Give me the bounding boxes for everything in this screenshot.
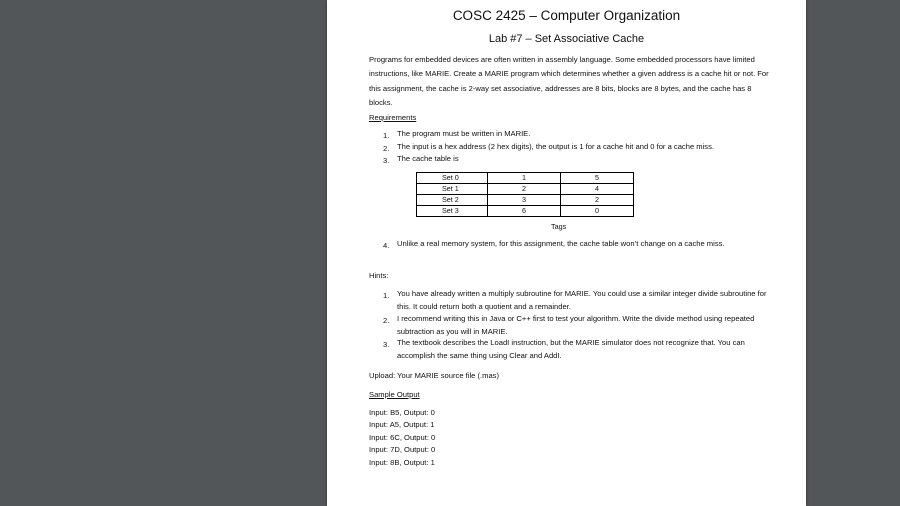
sample-line: Input: B5, Output: 0 [369,408,435,417]
tag-cell: 0 [561,206,634,217]
hints-heading: Hints: [369,271,389,280]
sample-line: Input: 8B, Output: 1 [369,458,435,467]
table-row [417,184,634,195]
intro-paragraph: Programs for embedded devices are often written in assembly language. Some embedded processors have limited instructions, like MARIE. Create a MARIE program which determines whether a given address is a cache hit or not. For this assignment, the cache is 2-way set associative, addresses are 8 bits, blocks are 8 bytes, and the cache has 8 blocks. [369,55,769,107]
tag-cell: 6 [488,206,561,217]
sample-line: Input: 6C, Output: 0 [369,433,436,442]
requirements-heading: Requirements [369,113,417,122]
tag-cell: 4 [561,184,634,195]
table-row [417,206,634,217]
set-label: Set 3 [417,206,488,217]
set-label: Set 0 [417,173,488,184]
document-subtitle: Lab #7 – Set Associative Cache [488,33,645,45]
document-page: COSC 2425 – Computer Organization Lab #7 – Set Associative Cache Programs for embedded devices are often written in assembly language. Some embedded processors have limited instructions, like MARIE. Create a MARIE program which determines whether a given address is a cache hit or not. For this assignment, the cache is 2-way set associative, addresses are 8 bits, blocks are 8 bytes, and the cache has 8 blocks. Requirements 1. The program must be written in MARIE. 2. The input is a hex address (2 hex digits), the output is 1 for a cache hit and 0 for a cache miss. 3. The cache table is Set 0 1 5 Set 1 2 4 Set 2 3 2 Set 3 6 0 Tags 4. Unlike a real memory system, for this assignment, the cache table won’t change on a cache miss. Hints: 1. You have already written a multiply subroutine for MARIE. You could use a similar integer divide subroutine for this. It could return both a quotient and a remainder. 2. I recommend writing this in Java or C++ first to test your algorithm. Write the divide method using repeated subtraction as you will in MARIE. 3. The textbook describes the LoadI instruction, but the MARIE simulator does not recognize that. You can accomplish the same thing using Clear and AddI. Upload: Your MARIE source file (.mas) Sample Output Input: B5, Output: 0 Input: A5, Output: 1 Input: 6C, Output: 0 Input: 7D, Output: 0 Input: 8B, Output: 1 [327,0,806,506]
sample-line: Input: 7D, Output: 0 [369,445,436,454]
cache-table [416,172,634,217]
table-row [417,195,634,206]
table-row [417,173,634,184]
upload-instruction: Upload: Your MARIE source file (.mas) [369,371,499,380]
tag-cell: 1 [488,173,561,184]
sample-output-heading: Sample Output [369,390,420,399]
tag-cell: 2 [561,195,634,206]
set-label: Set 1 [417,184,488,195]
tag-cell: 2 [488,184,561,195]
set-label: Set 2 [417,195,488,206]
tag-cell: 3 [488,195,561,206]
table-caption: Tags [551,222,567,231]
tag-cell: 5 [561,173,634,184]
sample-line: Input: A5, Output: 1 [369,420,435,429]
document-title: COSC 2425 – Computer Organization [452,8,681,23]
